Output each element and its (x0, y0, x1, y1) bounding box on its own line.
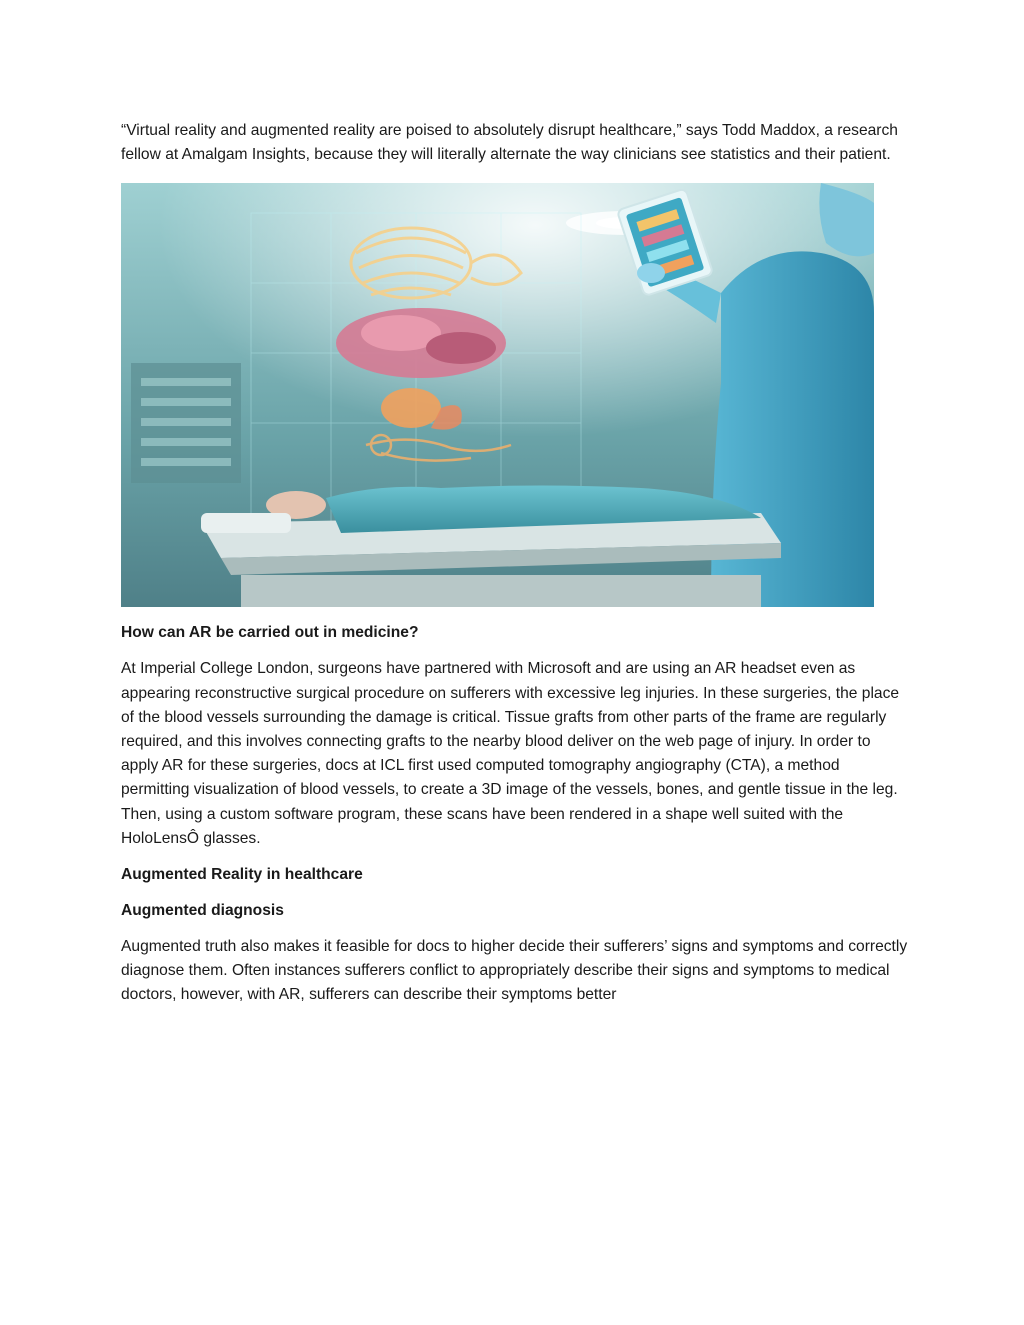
paragraph-ar-in-medicine: At Imperial College London, surgeons have partnered with Microsoft and are using an AR headset even as appearing reconstructive surgical procedure on sufferers with excessive leg injuries. In these surgeries, the place of the blood vessels surrounding the damage is critical. Tissue grafts from other parts of the frame are regularly required, and this involves connecting grafts to the nearby blood deliver on the web page of injury. In order to apply AR for these surgeries, docs at ICL first used computed tomography angiography (CTA), a method permitting visualization of blood vessels, to create a 3D image of the vessels, bones, and gentle tissue in the leg. Then, using a custom software program, these scans have been rendered in a shape well suited with the HoloLensÔ glasses. (121, 660, 900, 847)
heading-ar-in-medicine: How can AR be carried out in medicine? (121, 624, 419, 642)
heading-ar-in-healthcare: Augmented Reality in healthcare (121, 866, 363, 884)
heading-augmented-diagnosis: Augmented diagnosis (121, 902, 284, 920)
paragraph-augmented-diagnosis: Augmented truth also makes it feasible for docs to higher decide their sufferers’ signs and symptoms and correctly diagnose them. Often instances sufferers conflict to appropriately describe their signs and symptoms to medical doctors, however, with AR, sufferers can describe their symptoms better (121, 938, 908, 1004)
document-page (121, 119, 911, 1020)
ar-surgery-image (121, 183, 874, 607)
intro-paragraph: “Virtual reality and augmented reality are poised to absolutely disrupt healthcare,” says Todd Maddox, a research fellow at Amalgam Insights, because they will literally alternate the way clinicians see statistics and their patient. (121, 122, 898, 164)
